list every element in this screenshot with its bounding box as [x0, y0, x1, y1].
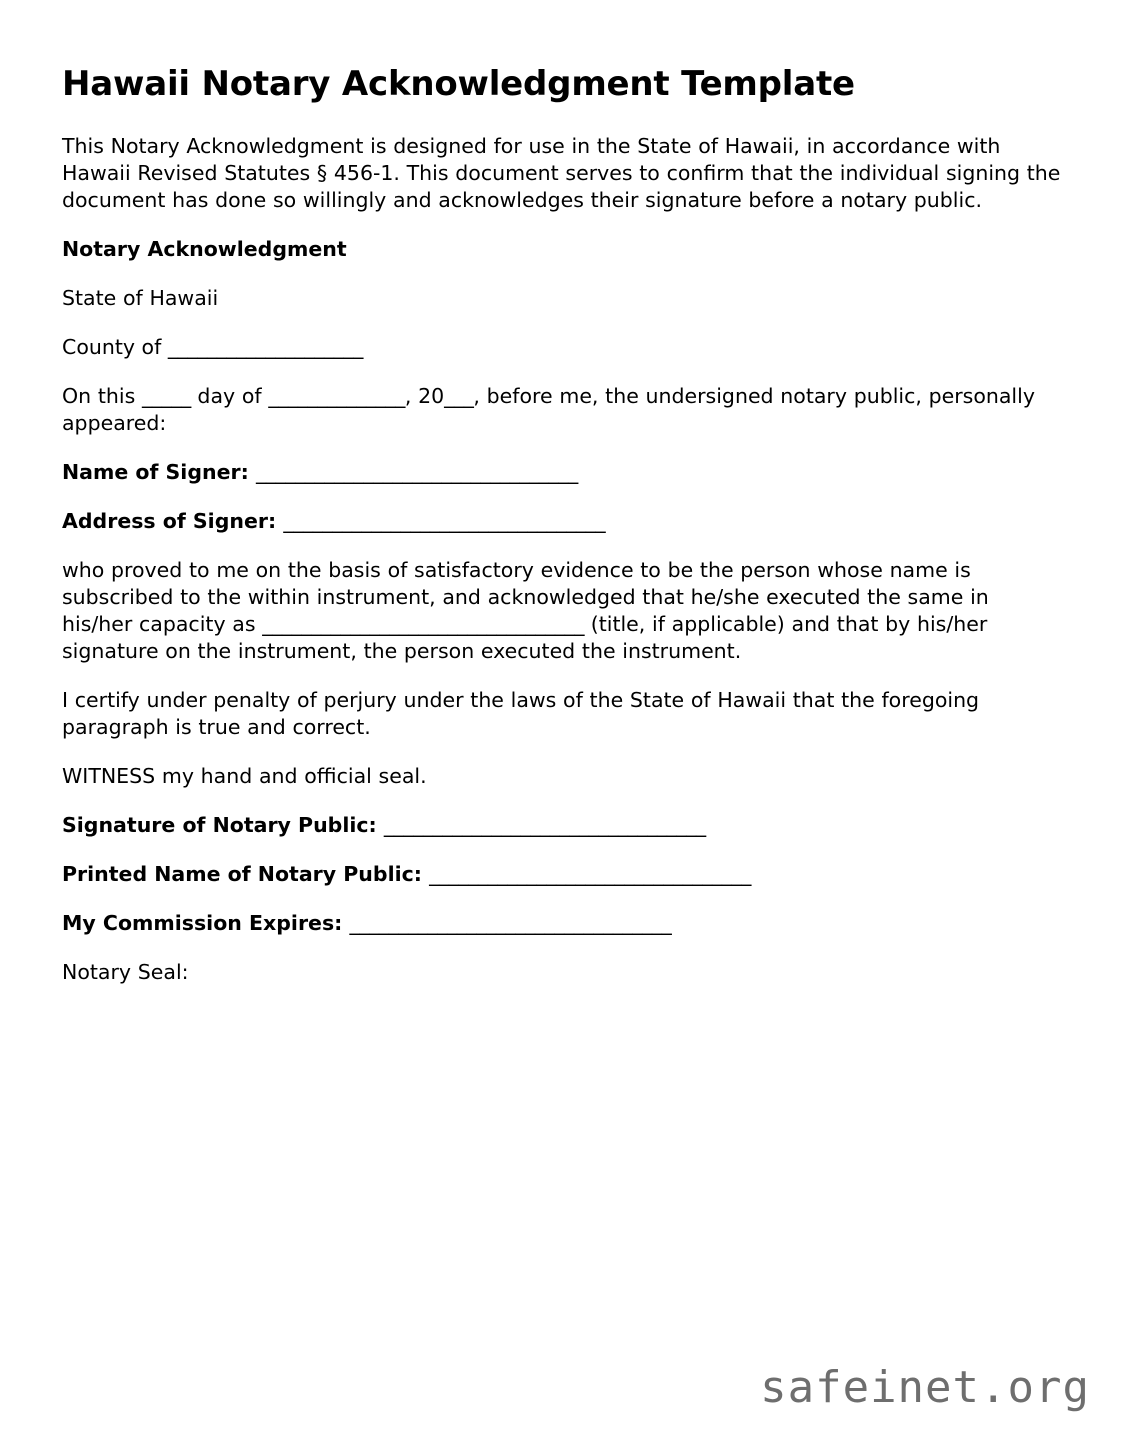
day-of-text: day of: [190, 384, 269, 409]
state-line: State of Hawaii: [62, 286, 219, 311]
year-blank[interactable]: ___: [444, 384, 474, 409]
who-proved-paragraph: [62, 557, 1064, 665]
on-this-prefix: On this: [62, 384, 142, 409]
who-proved-part-two: (title, if applicable) and that by his/her signature on the instrument, the person executed the instrument.: [62, 612, 988, 664]
county-field: [62, 334, 1064, 361]
name-of-signer-blank[interactable]: _________________________________: [255, 460, 578, 485]
county-blank[interactable]: ____________________: [167, 335, 363, 360]
who-proved-part-one: who proved to me on the basis of satisfactory evidence to be the person whose name is subscribed to the within instrument, and acknowledged that he/she executed the same in his/her capacity as: [62, 558, 989, 637]
printed-name-of-notary-label: Printed Name of Notary Public:: [62, 862, 430, 887]
year-prefix: , 20: [404, 384, 445, 409]
site-watermark: safeinet.org: [760, 1362, 1090, 1413]
month-blank[interactable]: ______________: [268, 384, 405, 409]
signature-of-notary-label: Signature of Notary Public:: [62, 813, 384, 838]
capacity-blank[interactable]: _________________________________: [262, 612, 584, 637]
on-this-suffix: , before me, the undersigned notary public, personally appeared:: [62, 384, 1035, 436]
certify-paragraph: I certify under penalty of perjury under the laws of the State of Hawaii that the foregoing paragraph is true and correct.: [62, 688, 980, 740]
commission-expires-blank[interactable]: _________________________________: [349, 911, 672, 936]
printed-name-of-notary-blank[interactable]: _________________________________: [429, 862, 751, 887]
document-content: [62, 64, 1064, 986]
commission-expires-field: [62, 910, 1064, 937]
notary-seal-label: Notary Seal:: [62, 960, 189, 985]
on-this-date-paragraph: [62, 383, 1064, 437]
name-of-signer-field: [62, 459, 1064, 486]
commission-expires-label: My Commission Expires:: [62, 911, 350, 936]
intro-paragraph: This Notary Acknowledgment is designed for use in the State of Hawaii, in accordance with Hawaii Revised Statutes § 456-1. This document serves to confirm that the individual signing the document has done so willingly and acknowledges their signature before a notary public.: [62, 134, 1061, 213]
address-of-signer-blank[interactable]: _________________________________: [283, 509, 606, 534]
address-of-signer-label: Address of Signer:: [62, 509, 284, 534]
day-blank[interactable]: _____: [141, 384, 191, 409]
county-label: County of: [62, 335, 168, 360]
page-title: Hawaii Notary Acknowledgment Template: [62, 64, 855, 104]
signature-of-notary-field: [62, 812, 1064, 839]
signature-of-notary-blank[interactable]: _________________________________: [383, 813, 706, 838]
witness-line: WITNESS my hand and official seal.: [62, 764, 427, 789]
name-of-signer-label: Name of Signer:: [62, 460, 256, 485]
printed-name-of-notary-field: [62, 861, 1064, 888]
address-of-signer-field: [62, 508, 1064, 535]
section-heading-notary-acknowledgment: Notary Acknowledgment: [62, 237, 347, 262]
